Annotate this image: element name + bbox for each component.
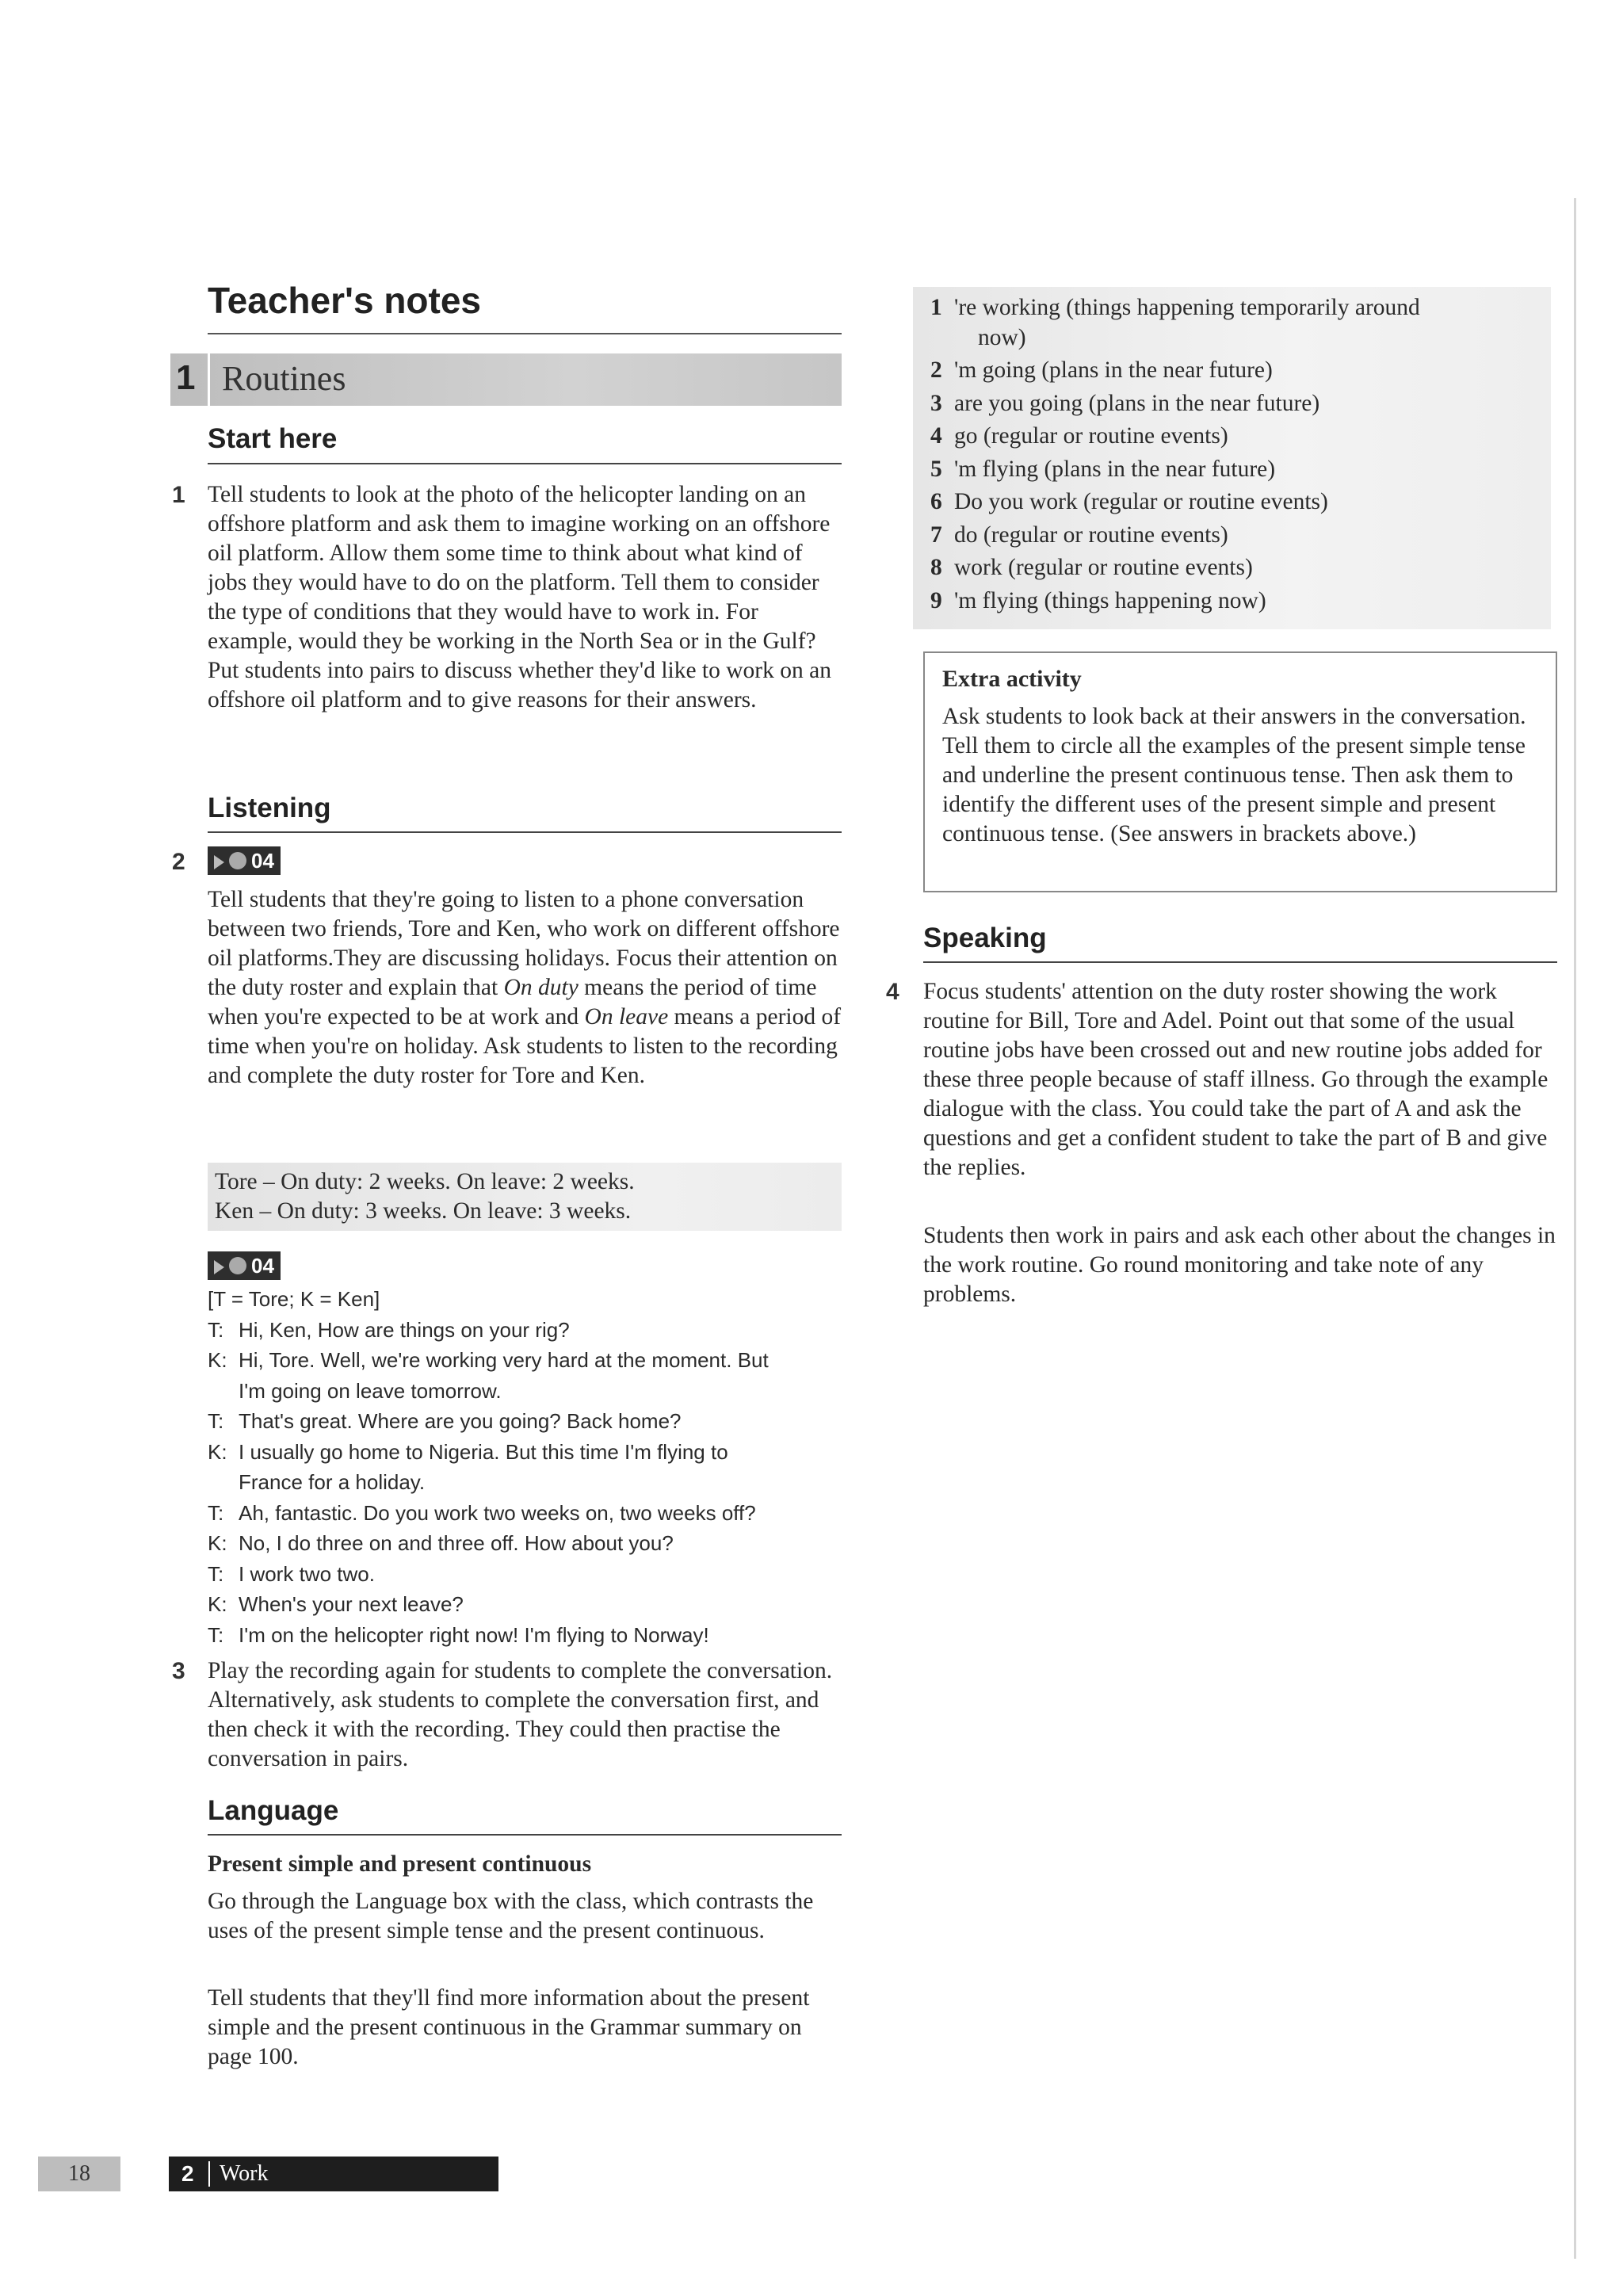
answer-number: 9 <box>930 587 942 613</box>
start-here-heading: Start here <box>208 423 338 454</box>
speaker: K: <box>208 1531 227 1555</box>
line-text: I usually go home to Nigeria. But this time I'm flying to <box>239 1439 728 1464</box>
speaker: K: <box>208 1592 227 1616</box>
answer-number: 4 <box>930 423 942 449</box>
speaker: T: <box>208 1317 224 1342</box>
transcript-line <box>208 1620 857 1651</box>
step-1-number: 1 <box>172 482 185 508</box>
listening-text-c: means a period of time when you're on holiday. Ask students to listen to the recording and complete the duty roster for Tore and Ken. <box>208 1004 842 1088</box>
page-number: 18 <box>38 2157 120 2191</box>
line-text: That's great. Where are you going? Back home? <box>239 1409 682 1433</box>
language-para-1: Go through the Language box with the class, which contrasts the uses of the present simple tense and the present continuous. <box>208 1889 814 1943</box>
transcript-audio-button[interactable] <box>208 1251 281 1280</box>
transcript-line <box>208 1528 857 1559</box>
answer-item <box>930 420 1420 453</box>
line-text: Ah, fantastic. Do you work two weeks on, two weeks off? <box>239 1500 756 1525</box>
step-2-number: 2 <box>172 849 185 875</box>
speaker: T: <box>208 1622 224 1647</box>
speaker: T: <box>208 1409 224 1433</box>
step-3-number: 3 <box>172 1658 185 1684</box>
speaking-heading: Speaking <box>923 923 1047 953</box>
track-number: 04 <box>251 849 274 873</box>
transcript <box>208 1284 857 1650</box>
language-subheading: Present simple and present continuous <box>208 1851 592 1877</box>
answer-item <box>930 519 1420 552</box>
speaker: T: <box>208 1561 224 1586</box>
answer-tore: Tore – On duty: 2 weeks. On leave: 2 weeks. <box>215 1169 635 1194</box>
speaker: K: <box>208 1348 227 1372</box>
unit-title: Routines <box>222 359 346 398</box>
cd-icon <box>229 1257 246 1274</box>
language-rule <box>208 1834 842 1836</box>
step-3-text: Play the recording again for students to complete the conversation. Alternatively, ask students to complete the conversation first, and then check it with the recording. They could then practise the conversation in pairs. <box>208 1658 833 1771</box>
extra-activity-title: Extra activity <box>942 666 1082 692</box>
footer-separator <box>208 2161 210 2187</box>
unit-separator <box>208 353 210 406</box>
answer-text-cont: now) <box>978 324 1026 350</box>
page-title: Teacher's notes <box>208 280 481 321</box>
transcript-line <box>208 1315 857 1346</box>
answer-number: 8 <box>930 555 942 580</box>
extra-activity-text: Ask students to look back at their answers in the conversation. Tell them to circle all the examples of the present simple tense and underline the present continuous tense. Then ask them to identify the different uses of the present simple and present continuous tense. (See answers in brackets above.) <box>942 704 1526 846</box>
term-on-leave: On leave <box>584 1004 669 1030</box>
term-on-duty: On duty <box>503 975 579 1000</box>
speaking-rule <box>923 961 1557 963</box>
answer-item <box>930 585 1420 618</box>
transcript-line <box>208 1406 857 1437</box>
transcript-line <box>208 1345 857 1406</box>
speaking-para-2: Students then work in pairs and ask each other about the changes in the work routine. Go round monitoring and take note of any problems. <box>923 1223 1556 1307</box>
answer-item <box>930 354 1420 388</box>
answer-text: are you going (plans in the near future) <box>954 390 1320 416</box>
answer-text: 'm flying (plans in the near future) <box>954 456 1276 482</box>
extra-activity-box <box>923 651 1557 892</box>
answer-number: 2 <box>930 357 942 383</box>
line-text: No, I do three on and three off. How about you? <box>239 1531 674 1555</box>
answers-list <box>930 292 1420 617</box>
answer-item <box>930 552 1420 585</box>
listening-text-b: means the period of time when you're expected to be at work and <box>208 975 817 1030</box>
audio-track-button[interactable] <box>208 846 281 875</box>
answer-text: 'm flying (things happening now) <box>954 587 1266 613</box>
line-text: I work two two. <box>239 1561 375 1586</box>
start-here-rule <box>208 463 842 464</box>
answer-item <box>930 388 1420 421</box>
footer-unit-bar <box>169 2157 498 2191</box>
listening-rule <box>208 831 842 833</box>
language-heading: Language <box>208 1795 339 1826</box>
answer-item <box>930 453 1420 487</box>
line-text: I'm going on leave tomorrow. <box>239 1378 502 1403</box>
footer-unit-number: 2 <box>181 2161 194 2186</box>
speaker: K: <box>208 1439 227 1464</box>
footer-unit-title: Work <box>220 2161 269 2186</box>
line-text: France for a holiday. <box>239 1470 426 1494</box>
answer-item <box>930 292 1420 354</box>
transcript-key: [T = Tore; K = Ken] <box>208 1287 380 1311</box>
transcript-line <box>208 1437 857 1498</box>
answer-text: work (regular or routine events) <box>954 555 1253 580</box>
transcript-line <box>208 1498 857 1529</box>
speaker: T: <box>208 1500 224 1525</box>
play-icon <box>214 855 224 869</box>
answer-text: 'm going (plans in the near future) <box>954 357 1273 383</box>
play-icon <box>214 1260 224 1274</box>
step-4-number: 4 <box>886 979 899 1005</box>
answer-number: 1 <box>930 295 942 320</box>
answer-text: 're working (things happening temporarily around <box>954 295 1420 320</box>
start-here-text: Tell students to look at the photo of the helicopter landing on an offshore platform and ask them to imagine working on an offshore oil platform. Allow them some time to think about what kind of jobs they would have to do on the platform. Tell them to consider the type of conditions that they would have to work in. For example, would they be working in the North Sea or in the Gulf? Put students into pairs to discuss whether they'd like to work on an offshore oil platform and to give reasons for their answers. <box>208 482 831 712</box>
line-text: Hi, Ken, How are things on your rig? <box>239 1317 570 1342</box>
transcript-line <box>208 1559 857 1590</box>
transcript-track-number: 04 <box>251 1254 274 1278</box>
language-para-2: Tell students that they'll find more information about the present simple and the present continuous in the Grammar summary on page 100. <box>208 1985 810 2069</box>
answer-number: 7 <box>930 521 942 548</box>
answer-text: go (regular or routine events) <box>954 423 1228 449</box>
listening-heading: Listening <box>208 793 331 823</box>
line-text: Hi, Tore. Well, we're working very hard at the moment. But <box>239 1348 769 1372</box>
cd-icon <box>229 852 246 869</box>
answer-text: do (regular or routine events) <box>954 521 1228 548</box>
line-text: I'm on the helicopter right now! I'm flying to Norway! <box>239 1622 709 1647</box>
transcript-line <box>208 1589 857 1620</box>
answer-number: 5 <box>930 456 942 482</box>
answer-text: Do you work (regular or routine events) <box>954 489 1328 514</box>
speaking-para-1: Focus students' attention on the duty roster showing the work routine for Bill, Tore and Adel. Point out that some of the usual routine jobs have been crossed out and new routine jobs added for these three people because of staff illness. Go through the example dialogue with the class. You could take the part of A and ask the questions and get a confident student to take the part of B and give the replies. <box>923 979 1549 1180</box>
unit-number: 1 <box>176 358 196 397</box>
answer-ken: Ken – On duty: 3 weeks. On leave: 3 weeks. <box>215 1198 632 1224</box>
listening-text <box>208 885 842 1091</box>
title-rule <box>208 333 842 334</box>
line-text: When's your next leave? <box>239 1592 464 1616</box>
answer-number: 6 <box>930 489 942 514</box>
answer-number: 3 <box>930 390 942 416</box>
listening-text-a: Tell students that they're going to listen to a phone conversation between two friends, Tore and Ken, who work on different offshore oil platforms.They are discussing holidays. Focus their attention on the duty roster and explain that <box>208 887 840 1000</box>
binding-edge <box>1574 198 1576 2259</box>
answer-item <box>930 486 1420 519</box>
